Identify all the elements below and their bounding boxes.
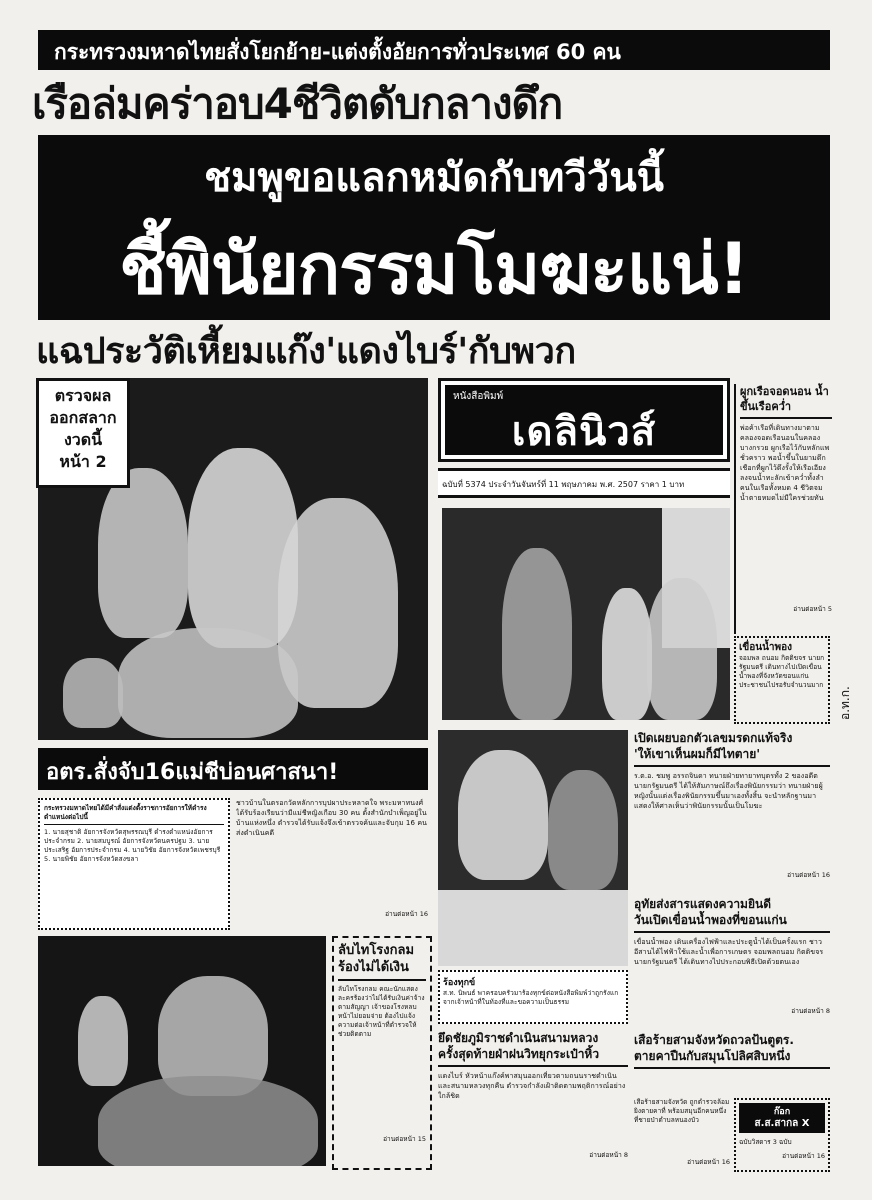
arrest-headline-bar	[38, 748, 428, 790]
arrest-headline: อตร.สั่งจับ16แม่ชีบ่อนศาสนา!	[46, 760, 339, 785]
suspects-photo	[438, 730, 628, 966]
bandit-story-body-wrap	[634, 1098, 730, 1172]
headline-boat: เรือล่มคร่าอบ4ชีวิตดับกลางดึก	[32, 79, 563, 128]
headline-boxing: ชมพูขอแลกหมัดกับทวีวันนี้	[203, 155, 665, 201]
ad-box-banner	[739, 1103, 825, 1133]
top-banner	[38, 30, 830, 70]
estate-story	[634, 730, 830, 890]
top-banner-text: กระทรวงมหาดไทยสั่งโยกย้าย-แต่งตั้งอัยการทั่วประเทศ 60 คน	[54, 40, 621, 64]
bandit-story	[634, 1032, 830, 1092]
ad-box-line-4: อ่านต่อหน้า 16	[782, 1152, 825, 1160]
theatre-body: ลับไทโรงกลม คณะนักแสดงละครร้องว่าไม่ได้รับเงินค่าจ้างตามสัญญา เจ้าของโรงหลบหน้าไม่ยอมจ่าย ต้องไปแจ้งความต่อเจ้าหน้าที่ตำรวจให้ช่วยติดตาม	[338, 985, 425, 1038]
theatre-title-1: ลับไทโรงกลม	[338, 943, 415, 958]
dam-congrats-title-1: อุทัยส่งสารแสดงความยินดี	[634, 897, 771, 911]
arrest-story	[236, 798, 428, 930]
estate-title-2: 'ให้เขาเห็นผมก็มีไทตาย'	[634, 746, 830, 767]
lottery-line-4: หน้า 2	[59, 452, 107, 471]
dateline-text: ฉบับที่ 5374 ประจำวันจันทร์ที่ 11 พฤษภาคม พ.ศ. 2507 ราคา 1 บาท	[442, 480, 685, 489]
estate-body: ร.ต.อ. ชมพู อรรถจินดา ทนายฝ่ายทายาทบุตรทั้ง 2 ของอดีตนายกรัฐมนตรี ได้ให้สัมภาษณ์ถึงเรื่องพินัยกรรมว่า ทนายฝ่ายผู้หญิงนั้นแต่งเรื่องพินัยกรรมขึ้นมาเองทั้งสิ้น จะนำหลักฐานมาแสดงให้ศาลเห็นว่าพินัยกรรมนั้นเป็นโมฆะ	[634, 772, 823, 810]
side-story-boat-body: พ่อค้าเรือที่เดินทางมาตามคลองจอดเรือนอนในคลองบางกรวย ผูกเรือไว้กับหลักแพชั่วคราว พอน้ำขึ้นในยามดึกเชือกที่ผูกไว้ดึงรั้งให้เรือเอียงลงจนน้ำทะลักเข้าคว่ำทั้งลำ คนในเรือทั้งหมด 4 ชีวิตจมน้ำตายหมดไม่มีใครช่วยทัน	[740, 424, 830, 502]
bandit-title-2: ตายคาปืนกับสมุนโปลิศสิบหนึ่ง	[634, 1048, 830, 1069]
arrest-story-body: ชาวบ้านในตรอกวัดหลักการบุปผาประหลาดใจ พระมหาทนงศ์ได้รับร้องเรียนว่ามีแม่ชีหญิงเกือบ 30 คน ตั้งสำนักบำเพ็ญอยู่ในบ้านแห่งหนึ่ง ตำรวจได้รับแจ้งจึงเข้าตรวจค้นและจับกุม 16 คน ส่งดำเนินคดี	[236, 799, 428, 837]
bandit-body: เสือร้ายสามจังหวัด ถูกตำรวจล้อมยิงตายคาที่ พร้อมสมุนอีกคนหนึ่ง ที่ชายป่าตำบลหนองบัว	[634, 1098, 730, 1124]
ad-box-line-1: ก๊อก	[773, 1107, 791, 1117]
dam-congrats-story	[634, 896, 830, 1026]
estate-title-1: เปิดเผยบอกตัวเลขมรดกแท้จริง	[634, 731, 793, 745]
dam-congrats-title-2: วันเปิดเขื่อนน้ำพองที่ขอนแก่น	[634, 912, 830, 933]
appointment-box	[38, 798, 230, 930]
bandit-jump: อ่านต่อหน้า 16	[687, 1158, 730, 1166]
theatre-title-2: ร้องไม่ได้เงิน	[338, 959, 426, 981]
theatre-jump: อ่านต่อหน้า 15	[383, 1135, 426, 1143]
dam-congrats-jump: อ่านต่อหน้า 8	[791, 1007, 830, 1015]
caption-box	[438, 970, 628, 1024]
headline-gang: แฉประวัติเหี้ยมแก๊ง'แดงไบร์'กับพวก	[36, 331, 576, 372]
masthead-name: เดลินิวส์	[511, 409, 657, 455]
lottery-line-1: ตรวจผล	[54, 386, 112, 405]
side-story-boat-jump: อ่านต่อหน้า 5	[793, 605, 832, 613]
gang-story-body: แดงไบร์ หัวหน้าแก๊งค์พาสมุนออกเที่ยวตามถนนราชดำเนินและสนามหลวงทุกคืน ตำรวจกำลังเฝ้าติดตามพฤติการณ์อย่างใกล้ชิด	[438, 1072, 626, 1100]
side-story-dam	[734, 636, 830, 724]
dam-congrats-body: เขื่อนน้ำพอง เดินเครื่องไฟฟ้าและประตูน้ำได้เป็นครั้งแรก ชาวอีสานได้ไฟฟ้าใช้และน้ำเพื่อการเกษตร จอมพลถนอม กิตติขจร นายกรัฐมนตรี ได้เดินทางไปประกอบพิธีเปิดด้วยตนเอง	[634, 938, 824, 966]
man-photo	[38, 936, 326, 1166]
caption-body: ส.ท. นิพนธ์ พาครอบครัวมาร้องทุกข์ต่อหนังสือพิมพ์ว่าถูกรังแกจากเจ้าหน้าที่ในท้องที่และขอความเป็นธรรม	[443, 989, 619, 1006]
ad-box	[734, 1098, 830, 1172]
appointment-box-title: กระทรวงมหาดไทยได้มีคำสั่งแต่งตั้งราชการอัยการให้ดำรงตำแหน่งต่อไปนี้	[44, 804, 224, 825]
appointment-box-body: 1. นายสุชาติ อัยการจังหวัดสุพรรณบุรี ดำรงตำแหน่งอัยการประจำกรม 2. นายสมบูรณ์ อัยการจังหวัดนครปฐม 3. นายประเสริฐ อัยการประจำกรม 4. นายวิชัย อัยการจังหวัดเพชรบุรี 5. นายพิชัย อัยการจังหวัดสงขลา	[44, 828, 221, 863]
side-story-boat-title: ผูกเรือจอดนอน น้ำขึ้นเรือคว่ำ	[740, 384, 832, 419]
lottery-line-3: งวดนี้	[63, 430, 103, 449]
ad-box-line-2: ส.ส.สากล X	[754, 1118, 810, 1129]
gang-story-title-1: ยึดชัยภูมิราชดำเนินสนามหลวง	[438, 1031, 599, 1045]
caption-title: ร้องทุกข์	[443, 978, 476, 988]
lottery-line-2: ออกสลาก	[49, 408, 117, 427]
officers-photo	[442, 508, 730, 720]
side-story-boat	[734, 384, 832, 634]
masthead-inner	[445, 385, 723, 455]
headline-will: ชี้พินัยกรรมโมฆะแน่!	[119, 228, 749, 310]
gang-story-title-2: ครั้งสุดท้ายฝ่าฝนวิทยุกระเป๋าหิ้ว	[438, 1046, 628, 1067]
lottery-box	[36, 378, 130, 488]
masthead-kicker: หนังสือพิมพ์	[453, 391, 504, 402]
ad-box-line-3: ฉบับวิสดาร 3 ฉบับ	[739, 1138, 792, 1146]
estate-jump: อ่านต่อหน้า 16	[787, 871, 830, 879]
side-story-dam-body: จอมพล ถนอม กิตติขจร นายกรัฐมนตรี เดินทางไปเปิดเขื่อนน้ำพองที่จังหวัดขอนแก่น ประชาชนไปรอรับจำนวนมาก	[739, 654, 825, 689]
bandit-title-1: เสือร้ายสามจังหวัดถวลป้นตูตร.	[634, 1033, 794, 1047]
gang-story	[438, 1030, 628, 1170]
theatre-story	[332, 936, 432, 1170]
gang-story-jump: อ่านต่อหน้า 8	[589, 1151, 628, 1159]
main-headline-block	[38, 135, 830, 320]
dateline	[438, 468, 730, 498]
arrest-story-jump: อ่านต่อหน้า 16	[385, 910, 428, 918]
masthead	[438, 378, 730, 462]
side-code: อ.ท.ก.	[838, 686, 852, 720]
side-story-dam-title: เขื่อนน้ำพอง	[739, 642, 793, 653]
